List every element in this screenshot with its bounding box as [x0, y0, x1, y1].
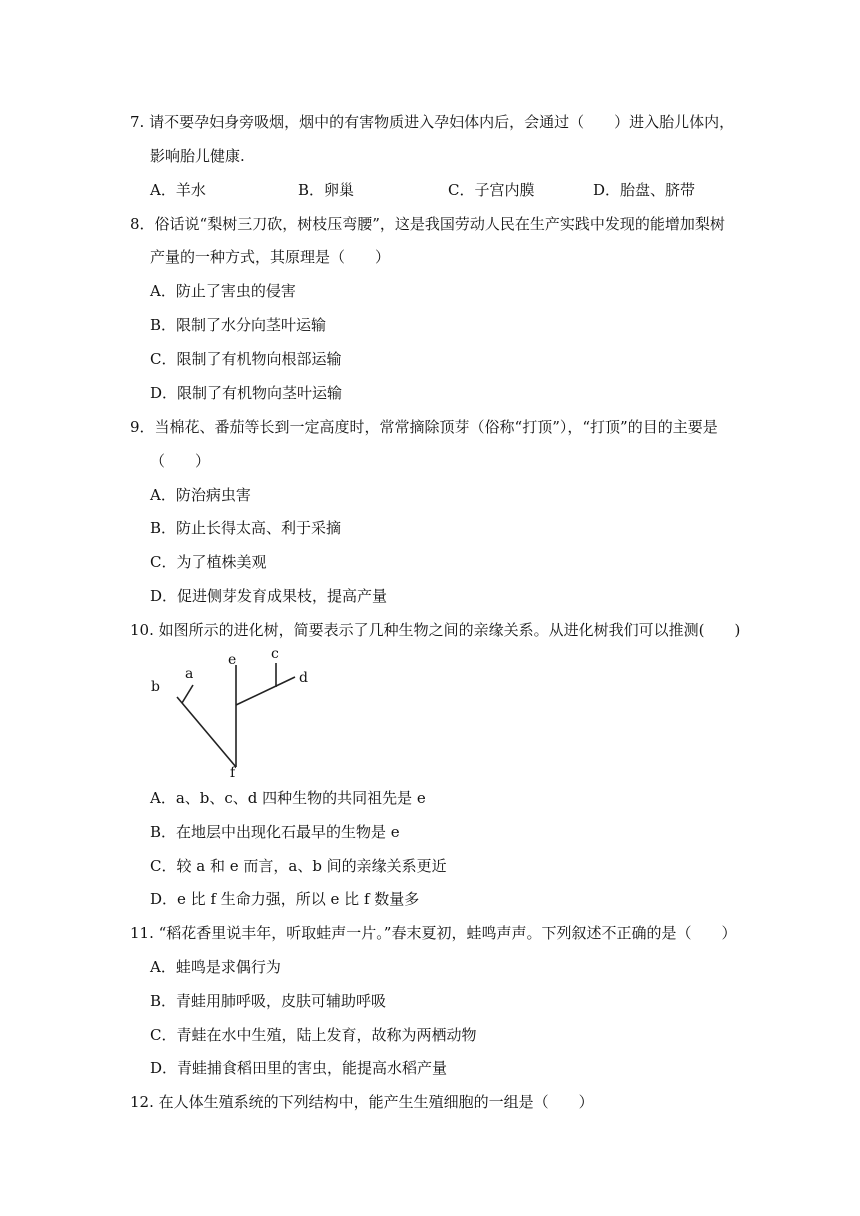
- tree-label-c: c: [271, 646, 279, 662]
- question-9-stem-cont: （ ）: [150, 452, 211, 470]
- question-12-stem: 12. 在人体生殖系统的下列结构中，能产生生殖细胞的一组是（ ）: [130, 1093, 594, 1111]
- tree-label-f: f: [230, 765, 236, 780]
- question-7-stem-cont: 影响胎儿健康.: [150, 147, 245, 165]
- option-b: B．青蛙用肺呼吸，皮肤可辅助呼吸: [150, 992, 387, 1010]
- option-d: D．e 比 f 生命力强，所以 e 比 f 数量多: [150, 890, 420, 908]
- option-c: C．限制了有机物向根部运输: [150, 350, 342, 368]
- option-b: B．在地层中出现化石最早的生物是 e: [150, 823, 400, 841]
- question-11-stem: 11. “稻花香里说丰年，听取蛙声一片。”春末夏初，蛙鸣声声。下列叙述不正确的是（ ）: [130, 924, 737, 942]
- tree-label-d: d: [299, 670, 308, 686]
- option-d: D．促进侧芽发育成果枝，提高产量: [150, 587, 388, 605]
- option-d: D．限制了有机物向茎叶运输: [150, 384, 343, 402]
- question-10-stem: 10. 如图所示的进化树，简要表示了几种生物之间的亲缘关系。从进化树我们可以推测( ): [130, 621, 741, 639]
- option-c: C．较 a 和 e 而言，a、b 间的亲缘关系更近: [150, 857, 447, 875]
- branch-d: [236, 677, 295, 705]
- branch-a: [182, 685, 193, 703]
- option-c: C．青蛙在水中生殖，陆上发育，故称为两栖动物: [150, 1026, 477, 1044]
- option-c: C．为了植株美观: [150, 553, 267, 571]
- tree-label-e: e: [228, 652, 237, 668]
- option-a: A．a、b、c、d 四种生物的共同祖先是 e: [150, 789, 426, 807]
- evolution-tree-diagram: [145, 645, 325, 780]
- question-8-stem-cont: 产量的一种方式，其原理是（ ）: [150, 248, 391, 266]
- question-7-stem: 7. 请不要孕妇身旁吸烟，烟中的有害物质进入孕妇体内后，会通过（ ）进入胎儿体内，: [130, 113, 735, 131]
- option-a: A．蛙鸣是求偶行为: [150, 958, 281, 976]
- option-c: C．子宫内膜: [448, 181, 535, 199]
- option-b: B．卵巢: [298, 181, 355, 199]
- tree-label-a: a: [185, 666, 194, 682]
- option-d: D．胎盘、脐带: [593, 181, 696, 199]
- option-b: B．防止长得太高、利于采摘: [150, 519, 342, 537]
- tree-label-b: b: [151, 679, 160, 695]
- question-9-stem: 9．当棉花、番茄等长到一定高度时，常常摘除顶芽（俗称“打顶”），“打顶”的目的主要是: [130, 418, 718, 436]
- option-a: A．防治病虫害: [150, 486, 251, 504]
- branch-f-to-b: [177, 697, 236, 767]
- option-a: A．羊水: [150, 181, 206, 199]
- option-b: B．限制了水分向茎叶运输: [150, 316, 327, 334]
- question-8-stem: 8．俗话说“梨树三刀砍，树枝压弯腰”，这是我国劳动人民在生产实践中发现的能增加梨树: [130, 215, 725, 233]
- option-a: A．防止了害虫的侵害: [150, 282, 296, 300]
- option-d: D．青蛙捕食稻田里的害虫，能提高水稻产量: [150, 1059, 448, 1077]
